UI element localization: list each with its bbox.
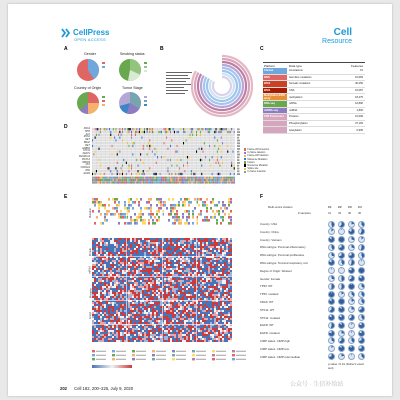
- document-page: [8, 4, 392, 396]
- proportion-pie: [328, 337, 335, 344]
- proportion-pie: [358, 306, 365, 313]
- feature-label: Country: China: [260, 229, 279, 234]
- proportion-pie: [338, 291, 345, 298]
- proportion-pie: [348, 322, 355, 329]
- cluster-pies: [328, 322, 365, 329]
- panel-label-c: C: [260, 46, 264, 52]
- circular-plot-labels: [166, 72, 192, 94]
- gene-label: MET: [85, 144, 90, 147]
- gene-label: RET: [85, 139, 90, 142]
- cluster-pies: [328, 283, 365, 290]
- proportion-pie: [338, 314, 345, 321]
- data-type-cell: Annotations: [289, 69, 303, 73]
- legend-label: In-frame insertion: [247, 170, 266, 174]
- multiomics-heatmap: [92, 198, 232, 348]
- data-type-cell: Somatic mutations: [289, 82, 311, 86]
- proportion-pie: [328, 275, 335, 282]
- heatmap-row-label: mRNA: [89, 266, 92, 274]
- cluster-pies: [328, 259, 365, 266]
- proportion-pie: [328, 283, 335, 290]
- gene-label: ALK: [85, 133, 90, 136]
- cluster-pies: [328, 275, 365, 282]
- proportion-pie: [358, 259, 365, 266]
- cluster-c4-label: C4: [358, 205, 362, 209]
- cluster-pies: [328, 337, 365, 344]
- proportion-pie: [358, 322, 365, 329]
- proportion-pie: [328, 330, 335, 337]
- legend-swatch: [244, 168, 246, 170]
- proportion-pie: [338, 236, 345, 243]
- proportion-pie: [358, 330, 365, 337]
- samples-label: # samples: [298, 211, 311, 215]
- feature-label: TP53: WT: [260, 284, 273, 289]
- gene-label: BRAF: [83, 142, 90, 144]
- data-type-cell: Proteins: [289, 115, 299, 119]
- feature-label: EGFR: WT: [260, 323, 274, 328]
- brand-name: CellPress: [73, 28, 110, 37]
- pie-charts: [72, 58, 162, 124]
- cluster-table-row: [258, 220, 368, 228]
- proportion-pie: [328, 221, 335, 228]
- data-type-cell: CNA: [289, 89, 295, 93]
- legend-label: Frame-shift deletion: [247, 154, 269, 158]
- proportion-pie: [328, 244, 335, 251]
- heatmap-legend: [92, 350, 262, 372]
- proportion-pie: [358, 291, 365, 298]
- cluster-pies: [328, 228, 365, 235]
- proportion-pie: [348, 228, 355, 235]
- legend-label: Missense Mutation: [247, 157, 268, 161]
- data-type-cell: Acetylation: [289, 128, 302, 132]
- proportion-pie: [338, 306, 345, 313]
- proportion-pie: [328, 353, 335, 360]
- proportion-pie: [358, 298, 365, 305]
- proportion-pie: [328, 236, 335, 243]
- gene-label: ROS1: [83, 136, 90, 139]
- heatmap-row-label: Acetyl: [89, 312, 92, 320]
- cluster-table-row: [258, 321, 368, 329]
- cluster-c3-label: C3: [348, 205, 352, 209]
- gender-pie: [77, 59, 99, 81]
- proportion-pie: [348, 330, 355, 337]
- heatmap-row-label: Mutation: [89, 208, 92, 218]
- proportion-pie: [338, 353, 345, 360]
- data-type-cell: mRNA: [289, 102, 297, 106]
- proportion-pie: [338, 283, 345, 290]
- samples-c2: 33: [338, 211, 342, 215]
- country-pie: [77, 92, 99, 114]
- proportion-pie: [338, 228, 345, 235]
- legend-label: In-frame deletion: [247, 151, 266, 155]
- feature-label: CIMP status: CIMP-intermediate: [260, 354, 301, 359]
- feature-label: CIMP status: CIMP-low: [260, 346, 289, 351]
- features-cell: 16,087: [355, 89, 363, 93]
- proportion-pie: [358, 252, 365, 259]
- feature-label: STK11: WT: [260, 307, 275, 312]
- data-type-cell: methylation: [289, 95, 303, 99]
- cluster-pies: [328, 252, 365, 259]
- features-cell: 1,800: [356, 108, 363, 112]
- page-number: 202: [60, 386, 67, 391]
- proportion-pie: [358, 345, 365, 352]
- feature-label: Gender: Female: [260, 276, 281, 281]
- platform-cell: [263, 121, 287, 127]
- pie-title-country: Country of Origin: [74, 86, 102, 90]
- proportion-pie: [338, 275, 345, 282]
- heatmap-row-label: Phospho: [89, 288, 92, 299]
- proportion-pie: [328, 298, 335, 305]
- platform-cell: Clinical: [263, 68, 287, 74]
- pvalue-note: p-value <0.01 (Fisher's exact test): [328, 362, 364, 371]
- data-type-cell: miRNA: [289, 108, 298, 112]
- cluster-table-row: [258, 290, 368, 298]
- platform-row: [263, 94, 365, 101]
- proportion-pie: [358, 221, 365, 228]
- cluster-table-row: [258, 267, 368, 275]
- header-features: Features: [351, 63, 363, 68]
- feature-label: TP53: mutated: [260, 292, 279, 297]
- cluster-pies: [328, 221, 365, 228]
- proportion-pie: [348, 236, 355, 243]
- platform-row: [263, 114, 365, 121]
- proportion-pie: [348, 244, 355, 251]
- cluster-pies: [328, 236, 365, 243]
- platform-cell: [263, 127, 287, 133]
- gene-label: PIK3CA: [81, 158, 90, 161]
- features-cell: 6,905: [356, 128, 363, 132]
- cluster-c1-label: C1: [328, 205, 332, 209]
- cluster-c2-label: C2: [338, 205, 342, 209]
- proportion-pie: [338, 330, 345, 337]
- samples-c1: 31: [328, 211, 332, 215]
- proportion-pie: [338, 322, 345, 329]
- cluster-enrichment-table: [258, 204, 368, 370]
- cluster-pies: [328, 345, 365, 352]
- legend-label: Fusion: [247, 160, 255, 164]
- gene-label: RB1: [85, 170, 90, 172]
- cluster-table-row: [258, 282, 368, 290]
- oncoprint-grid: [92, 128, 240, 184]
- header-platform: Platform: [264, 63, 276, 68]
- gene-label: NF1: [85, 164, 90, 167]
- proportion-pie: [348, 267, 355, 274]
- clusters-header-label: Multi-omics clusters: [268, 205, 293, 209]
- data-type-cell: Phosphorylation: [289, 122, 308, 126]
- proportion-pie: [348, 252, 355, 259]
- cluster-table-row: [258, 337, 368, 345]
- pie-title-gender: Gender: [84, 52, 96, 56]
- proportion-pie: [358, 283, 365, 290]
- gene-label: RBM10: [82, 161, 90, 164]
- pie-title-stage: Tumor Stage: [122, 86, 143, 90]
- legend-swatch: [244, 171, 246, 173]
- proportion-pie: [338, 337, 345, 344]
- cluster-table-row: [258, 236, 368, 244]
- legend-label: Frame-shift insertion: [247, 148, 270, 152]
- oncoprint-legend: [244, 148, 294, 174]
- cluster-table-row: [258, 329, 368, 337]
- cluster-pies: [328, 291, 365, 298]
- cluster-table-row: [258, 353, 368, 361]
- platform-row: [263, 127, 365, 134]
- features-cell: 10,699: [355, 115, 363, 119]
- journal-title: Cell: [333, 27, 352, 38]
- legend-swatch: [244, 161, 246, 163]
- legend-swatch: [244, 155, 246, 157]
- cluster-table-row: [258, 251, 368, 259]
- platform-row: [263, 121, 365, 128]
- proportion-pie: [348, 291, 355, 298]
- cluster-pies: [328, 330, 365, 337]
- cluster-table-row: [258, 228, 368, 236]
- feature-label: STK11: mutated: [260, 315, 281, 320]
- cluster-table-row: [258, 298, 368, 306]
- feature-label: EGFR: mutated: [260, 331, 280, 336]
- smoking-pie: [119, 59, 141, 81]
- cluster-pies: [328, 314, 365, 321]
- legend-swatch: [244, 164, 246, 166]
- page-footer: [60, 386, 133, 391]
- stage-pie: [119, 92, 141, 114]
- proportion-pie: [358, 267, 365, 274]
- feature-label: KRAS: WT: [260, 299, 274, 304]
- features-cell: 18,475: [355, 95, 363, 99]
- cellpress-logo-icon: [60, 28, 70, 38]
- cluster-table-header: [258, 204, 368, 220]
- feature-label: CIMP status: CIMP-high: [260, 338, 290, 343]
- article-section: Resource: [322, 38, 352, 45]
- platform-row: [263, 68, 365, 75]
- open-access-label: OPEN ACCESS: [74, 37, 106, 42]
- proportion-pie: [348, 221, 355, 228]
- cluster-table-row: [258, 306, 368, 314]
- platform-cell: RNA-seq: [263, 101, 287, 107]
- legend-label: Splice site: [247, 167, 259, 171]
- proportion-pie: [358, 244, 365, 251]
- features-cell: 16,890: [355, 102, 363, 106]
- heatmap-row-label: Protein: [89, 248, 92, 257]
- cluster-pies: [328, 298, 365, 305]
- platform-row: [263, 75, 365, 82]
- feature-label: Region of Origin: Western: [260, 268, 293, 273]
- legend-swatch: [244, 158, 246, 160]
- gene-label: STK11: [83, 150, 90, 153]
- proportion-pie: [328, 267, 335, 274]
- proportion-pie: [358, 337, 365, 344]
- proportion-pie: [348, 298, 355, 305]
- citation: Cell 182, 200–225, July 9, 2020: [74, 386, 134, 391]
- panel-label-d: D: [64, 124, 68, 130]
- proportion-pie: [328, 345, 335, 352]
- proportion-pie: [348, 259, 355, 266]
- proportion-pie: [358, 236, 365, 243]
- legend-swatch: [244, 152, 246, 154]
- proportion-pie: [328, 228, 335, 235]
- feature-label: RNA subtype: Proximal-proliferative: [260, 253, 305, 258]
- cluster-pies: [328, 306, 365, 313]
- panel-label-f: F: [260, 194, 264, 200]
- data-type-cell: Germline mutations: [289, 75, 312, 79]
- feature-label: RNA subtype: Proximal-inflammatory: [260, 245, 306, 250]
- cluster-table-row: [258, 259, 368, 267]
- panel-label-b: B: [160, 46, 164, 52]
- features-cell: 16,683: [355, 75, 363, 79]
- cluster-table-row: [258, 345, 368, 353]
- platform-cell: TMT Proteomics: [263, 114, 287, 120]
- feature-label: Country: USA: [260, 222, 278, 226]
- cluster-pies: [328, 267, 365, 274]
- platform-table-body: [263, 68, 365, 134]
- gene-label: EGFR: [83, 172, 90, 175]
- platform-cell: WGS: [263, 81, 287, 87]
- heatmap-row-labels: [70, 200, 90, 350]
- panel-label-a: A: [64, 46, 68, 52]
- proportion-pie: [358, 228, 365, 235]
- cluster-table-row: [258, 243, 368, 251]
- proportion-pie: [328, 314, 335, 321]
- proportion-pie: [328, 259, 335, 266]
- proportion-pie: [338, 298, 345, 305]
- watermark: 公众号 · 生信补给站: [290, 382, 344, 388]
- features-cell: 30,250: [355, 82, 363, 86]
- proportion-pie: [328, 291, 335, 298]
- samples-c4: 30: [358, 211, 362, 215]
- proportion-pie: [348, 345, 355, 352]
- proportion-pie: [328, 252, 335, 259]
- platform-cell: WES: [263, 75, 287, 81]
- proportion-pie: [358, 314, 365, 321]
- proportion-pie: [338, 345, 345, 352]
- gene-label: KEAP1: [82, 153, 90, 156]
- gene-label: SMARCA4: [78, 156, 90, 158]
- header-data-type: Data type: [289, 63, 302, 68]
- proportion-pie: [358, 353, 365, 360]
- proportion-pie: [338, 244, 345, 251]
- proportion-pie: [348, 283, 355, 290]
- gene-label: TP53: [84, 130, 90, 133]
- proportion-pie: [348, 314, 355, 321]
- platform-cell: miRNA-seq: [263, 108, 287, 114]
- circular-rings: [192, 54, 252, 116]
- feature-label: RNA subtype: Terminal respiratory unit: [260, 260, 308, 265]
- platform-row: [263, 108, 365, 115]
- gene-label: KRAS: [83, 128, 90, 130]
- cluster-pies: [328, 244, 365, 251]
- feature-label: Country: Vietnam: [260, 237, 282, 242]
- legend-swatch: [244, 148, 246, 150]
- cluster-pies: [328, 353, 365, 360]
- proportion-pie: [338, 252, 345, 259]
- page-header: [8, 4, 392, 45]
- cluster-table-row: [258, 314, 368, 322]
- features-cell: 15: [360, 69, 363, 73]
- features-cell: 37,169: [355, 122, 363, 126]
- proportion-pie: [338, 221, 345, 228]
- platform-cell: Methylation EPIC array: [264, 94, 286, 101]
- gene-label: CDKN2A: [80, 167, 90, 170]
- gene-label: ERBB2: [82, 147, 90, 150]
- platform-table: [263, 62, 365, 134]
- pie-title-smoking: Smoking status: [120, 52, 145, 56]
- panel-label-e: E: [64, 194, 68, 200]
- proportion-pie: [348, 306, 355, 313]
- legend-item: [244, 170, 294, 173]
- proportion-pie: [358, 275, 365, 282]
- proportion-pie: [328, 322, 335, 329]
- cluster-table-row: [258, 275, 368, 283]
- circular-sample-plot: [164, 52, 256, 122]
- proportion-pie: [328, 306, 335, 313]
- cluster-table-body: [258, 220, 368, 360]
- proportion-pie: [348, 337, 355, 344]
- platform-row: [263, 81, 365, 88]
- platform-cell: WGS: [263, 88, 287, 94]
- proportion-pie: [348, 275, 355, 282]
- legend-label: Nonsense Mutation: [247, 164, 268, 168]
- proportion-pie: [338, 267, 345, 274]
- proportion-pie: [348, 353, 355, 360]
- proportion-pie: [338, 259, 345, 266]
- samples-c3: 30: [348, 211, 352, 215]
- platform-row: [263, 101, 365, 108]
